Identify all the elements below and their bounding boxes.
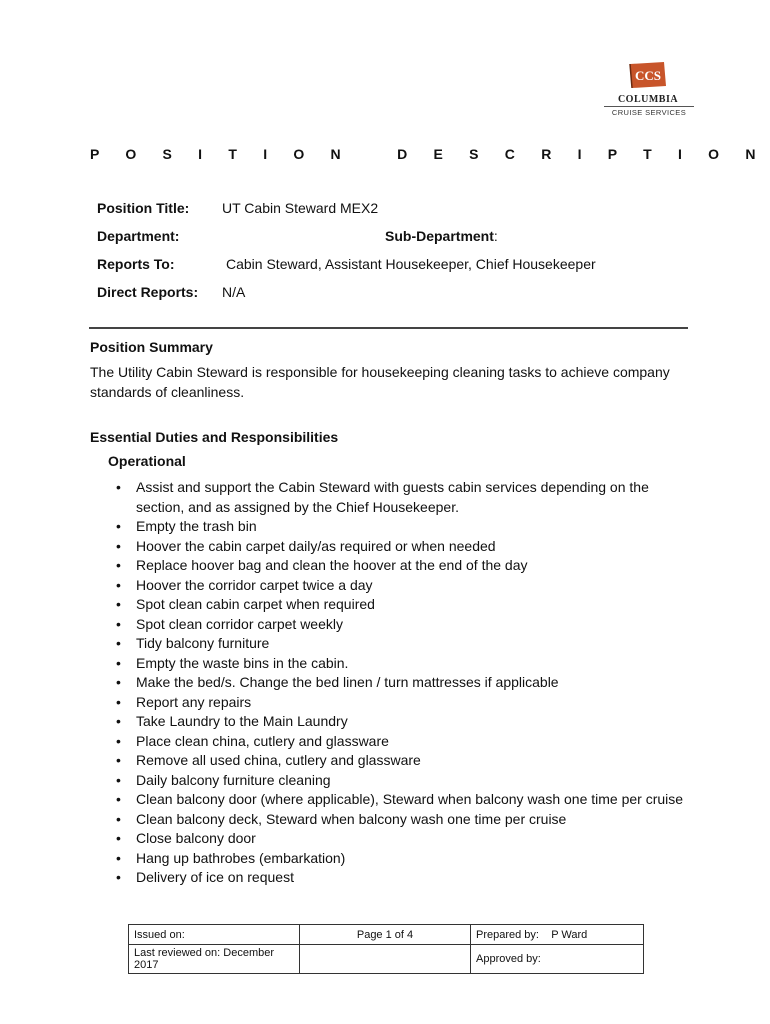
document-title: P O S I T I O N D E S C R I P T I O N xyxy=(90,146,767,162)
logo-name: COLUMBIA xyxy=(617,94,679,105)
sub-department-label: Sub-Department xyxy=(385,228,494,244)
duty-item: • Spot clean corridor carpet weekly xyxy=(108,615,698,635)
reports-to-value: Cabin Steward, Assistant Housekeeper, Chief Housekeeper xyxy=(226,256,596,272)
ccs-flag-icon xyxy=(628,60,668,92)
operational-subheading: Operational xyxy=(108,453,186,469)
duty-item: • Remove all used china, cutlery and glassware xyxy=(108,751,698,771)
direct-reports-value: N/A xyxy=(222,284,246,300)
prepared-by-label: Prepared by: xyxy=(476,928,539,941)
duty-item: • Tidy balcony furniture xyxy=(108,634,698,654)
duty-item: • Assist and support the Cabin Steward with guests cabin services depending on the section, and as assigned by the Chief Housekeeper. xyxy=(108,478,698,517)
section-divider xyxy=(89,327,688,329)
duty-item: • Report any repairs xyxy=(108,693,698,713)
duty-item: • Delivery of ice on request xyxy=(108,868,698,888)
duty-item: • Spot clean cabin carpet when required xyxy=(108,595,698,615)
position-summary-text: The Utility Cabin Steward is responsible for housekeeping cleaning tasks to achieve company standards of cleanliness. xyxy=(90,364,670,400)
department-label: Department: xyxy=(97,228,180,244)
prepared-by-cell xyxy=(471,925,644,945)
position-title-label: Position Title: xyxy=(97,200,190,216)
duty-item: • Clean balcony door (where applicable), Steward when balcony wash one time per cruise xyxy=(108,790,698,810)
sub-department-colon: : xyxy=(493,228,498,244)
issued-on-cell: Issued on: xyxy=(129,925,300,945)
duty-item: • Hoover the cabin carpet daily/as required or when needed xyxy=(108,537,698,557)
duty-item: • Replace hoover bag and clean the hoover at the end of the day xyxy=(108,556,698,576)
duty-item: • Empty the waste bins in the cabin. xyxy=(108,654,698,674)
company-logo xyxy=(598,60,698,118)
duties-heading: Essential Duties and Responsibilities xyxy=(90,429,339,445)
document-footer-table xyxy=(128,924,644,974)
approved-by-cell: Approved by: xyxy=(471,945,644,974)
logo-subtitle: CRUISE SERVICES xyxy=(604,106,694,117)
duty-item: • Empty the trash bin xyxy=(108,517,698,537)
duty-item: • Daily balcony furniture cleaning xyxy=(108,771,698,791)
last-reviewed-cell: Last reviewed on: December 2017 xyxy=(129,945,300,974)
page-number-cell: Page 1 of 4 xyxy=(300,925,471,945)
duty-item: • Make the bed/s. Change the bed linen / turn mattresses if applicable xyxy=(108,673,698,693)
duty-item: • Hoover the corridor carpet twice a day xyxy=(108,576,698,596)
duty-item: • Close balcony door xyxy=(108,829,698,849)
duty-item: • Clean balcony deck, Steward when balcony wash one time per cruise xyxy=(108,810,698,830)
logo-mark: CCS xyxy=(634,68,662,83)
position-title-value: UT Cabin Steward MEX2 xyxy=(222,200,379,216)
duty-item: • Place clean china, cutlery and glassware xyxy=(108,732,698,752)
duties-list xyxy=(108,478,698,888)
reports-to-label: Reports To: xyxy=(97,256,175,272)
sub-department-field xyxy=(385,228,498,244)
empty-cell xyxy=(300,945,471,974)
direct-reports-label: Direct Reports: xyxy=(97,284,199,300)
position-summary-heading: Position Summary xyxy=(90,339,213,355)
duty-item: • Hang up bathrobes (embarkation) xyxy=(108,849,698,869)
prepared-by-value: P Ward xyxy=(551,928,588,941)
duty-item: • Take Laundry to the Main Laundry xyxy=(108,712,698,732)
